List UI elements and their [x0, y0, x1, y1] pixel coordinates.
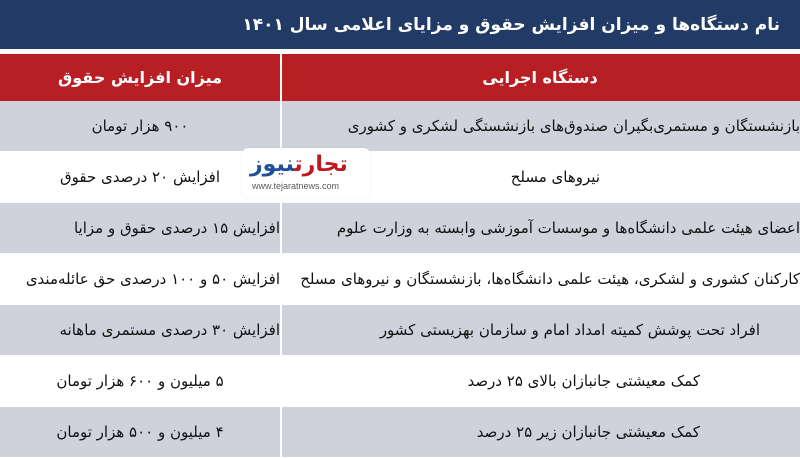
logo-wordmark [250, 150, 348, 180]
table-row [0, 101, 800, 152]
logo-part-news: نیوز [250, 152, 295, 177]
table-body [0, 101, 800, 458]
increase-cell: افزایش ۵۰ و ۱۰۰ درصدی حق عائله‌مندی [25, 270, 280, 288]
logo-url: www.tejaratnews.com [252, 181, 340, 191]
table-row [0, 254, 800, 305]
increase-cell: افزایش ۱۵ درصدی حقوق و مزایا [73, 219, 280, 237]
agency-cell: کمک معیشتی جانبازان زیر ۲۵ درصد [476, 423, 700, 441]
agency-cell: بازنشستگان و مستمری‌بگیران صندوق‌های بازنشستگی لشکری و کشوری [347, 117, 800, 135]
agency-cell: نیروهای مسلح [510, 168, 600, 186]
agency-cell: کمک معیشتی جانبازان بالای ۲۵ درصد [467, 372, 700, 390]
table-row [0, 407, 800, 458]
increase-cell: ۴ میلیون و ۵۰۰ هزار تومان [56, 423, 224, 441]
logo-part-tejarat: تجارت [294, 152, 348, 177]
agency-cell: اعضای هیئت علمی دانشگاه‌ها و موسسات آموزشی وابسته به وزارت علوم [336, 219, 800, 237]
agency-cell: افراد تحت پوشش کمیته امداد امام و سازمان بهزیستی کشور [379, 321, 760, 339]
header-agency: دستگاه اجرایی [482, 68, 598, 87]
increase-cell: ۵ میلیون و ۶۰۰ هزار تومان [56, 372, 224, 390]
column-divider [280, 54, 282, 458]
tejaratnews-logo [242, 148, 370, 198]
increase-cell: ۹۰۰ هزار تومان [91, 117, 189, 135]
table-row [0, 203, 800, 254]
agency-cell: کارکنان کشوری و لشکری، هیئت علمی دانشگاه‌ها، بازنشستگان و نیروهای مسلح [300, 270, 800, 288]
header-increase: میزان افزایش حقوق [57, 68, 223, 87]
table-row [0, 356, 800, 407]
table-row [0, 305, 800, 356]
increase-cell: افزایش ۳۰ درصدی مستمری ماهانه [59, 321, 280, 339]
table-title: نام دستگاه‌ها و میزان افزایش حقوق و مزایای اعلامی سال ۱۴۰۱ [0, 0, 800, 49]
table-header [0, 54, 800, 101]
table-row [0, 152, 800, 203]
increase-cell: افزایش ۲۰ درصدی حقوق [59, 168, 221, 186]
